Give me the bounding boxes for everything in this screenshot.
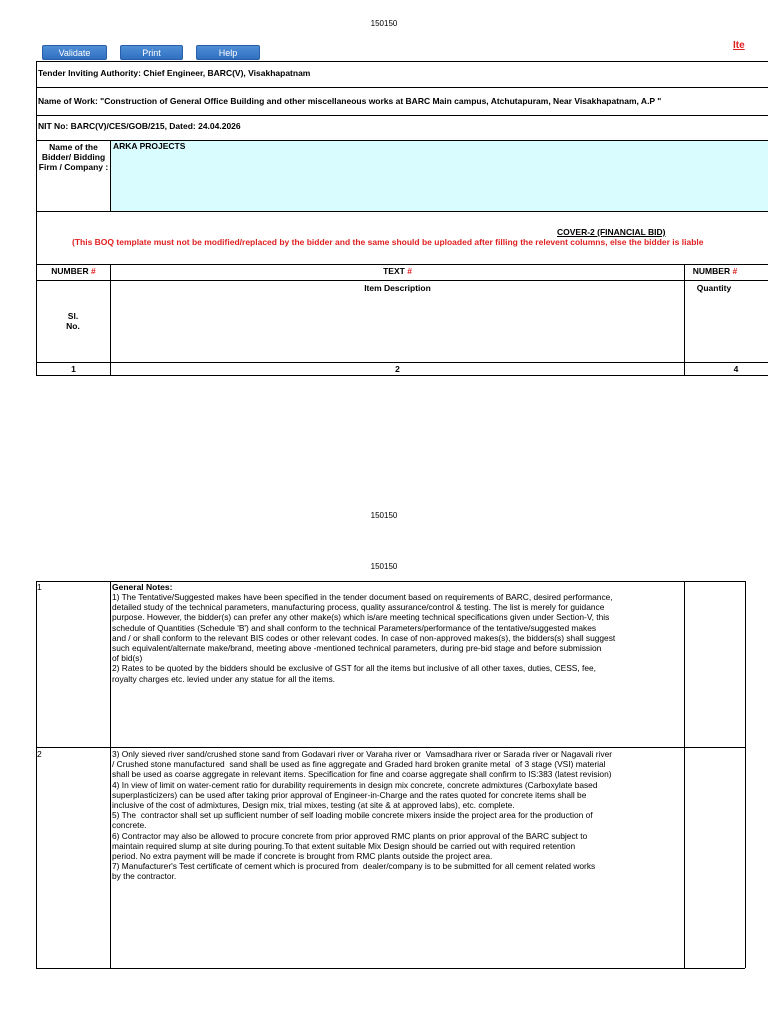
col-index-4: 4 — [733, 364, 739, 374]
col-header-quantity: Quantity — [696, 283, 732, 293]
cover-title: COVER-2 (FINANCIAL BID) — [557, 227, 666, 237]
page-number-mid-1: 150150 — [370, 511, 398, 520]
col-type-sl: NUMBER # — [51, 266, 96, 276]
row-sl-no: 2 — [37, 749, 42, 759]
col-header-item-description: Item Description — [364, 283, 431, 293]
row-description: 1) The Tentative/Suggested makes have been specified in the tender document based on requirements of BARC, desired performance, detailed study of the technical parameters, manufacturing process, quality assurance/control & testing. The list is merely for guidance purpose. However, the bidder(s) can prefer any other make(s) which is/are meeting technical specifications given under Section-V, this schedule of Quantities (Schedule 'B') and shall conform to the technical Parameters/performance of the tentative/suggested makes and / or shall conform to the relevant BIS codes or other relevant codes. In case of non-approved makes(s), the bidders(s) shall suggest such equivalent/alternate make/brand, meeting above -mentioned technical parameters, during pre-bid stage and before submission of bid(s) 2) Rates to be quoted by the bidders should be exclusive of GST for all the items but inclusive of all other taxes, duties, CESS, fee, royalty charges etc. levied under any statue for all the items. — [112, 592, 616, 684]
validate-button[interactable]: Validate — [42, 45, 107, 60]
bidder-name-field[interactable] — [111, 141, 768, 211]
boq-warning: (This BOQ template must not be modified/replaced by the bidder and the same should be uploaded after filling the relevent columns, else the bidder is liable — [72, 237, 704, 247]
item-wise-link[interactable]: Ite — [733, 40, 745, 51]
row-sl-no: 1 — [37, 582, 42, 592]
nit-number: NIT No: BARC(V)/CES/GOB/215, Dated: 24.04.2026 — [38, 121, 241, 131]
col-type-quantity: NUMBER # — [692, 266, 738, 276]
print-button[interactable]: Print — [120, 45, 183, 60]
col-index-2: 2 — [395, 364, 400, 374]
page-number-top: 150150 — [370, 19, 398, 28]
col-header-sl-no: Sl. No. — [66, 311, 80, 331]
col-index-1: 1 — [71, 364, 76, 374]
bidder-label: Name of the Bidder/ Bidding Firm / Company : — [38, 142, 109, 172]
help-button[interactable]: Help — [196, 45, 260, 60]
bidder-name-value: ARKA PROJECTS — [113, 141, 186, 151]
row-title: General Notes: — [112, 582, 173, 592]
name-of-work: Name of Work: "Construction of General Office Building and other miscellaneous works at BARC Main campus, Atchutapuram, Near Visakhapatnam, A.P " — [38, 96, 662, 106]
tender-authority: Tender Inviting Authority: Chief Engineer, BARC(V), Visakhapatnam — [38, 68, 311, 78]
col-type-description: TEXT # — [383, 266, 412, 276]
page-number-mid-2: 150150 — [370, 562, 398, 571]
row-description: 3) Only sieved river sand/crushed stone sand from Godavari river or Varaha river or Vamsadhara river or Sarada river or Nagavali river / Crushed stone manufactured sand shall be used as fine aggregate and Graded hard broken granite metal of 3 stage (VSI) material shall be used as coarse aggregate in relevant items. Specification for fine and coarse aggregate shall confirm to IS:383 (latest revision) 4) In view of limit on water-cement ratio for durability requirements in design mix concrete, concrete admixtures (Carboxylate based superplasticizers) can be used after taking prior approval of Engineer-in-Charge and the rates quoted for concrete items shall be inclusive of the cost of admixtures, Design mix, trial mixes, testing (at site & at approved labs), etc. complete. 5) The contractor shall set up sufficient number of self loading mobile concrete mixers inside the project area for the production of concrete. 6) Contractor may also be allowed to procure concrete from prior approved RMC plants on prior approval of the BARC subject to maintain required slump at site during pouring.To that extent suitable Mix Design should be carried out with required retention period. No extra payment will be made if concrete is brought from RMC plants outside the project area. 7) Manufacturer's Test certificate of cement which is procured from dealer/company is to be submitted for all cement related works by the contractor. — [112, 749, 613, 882]
